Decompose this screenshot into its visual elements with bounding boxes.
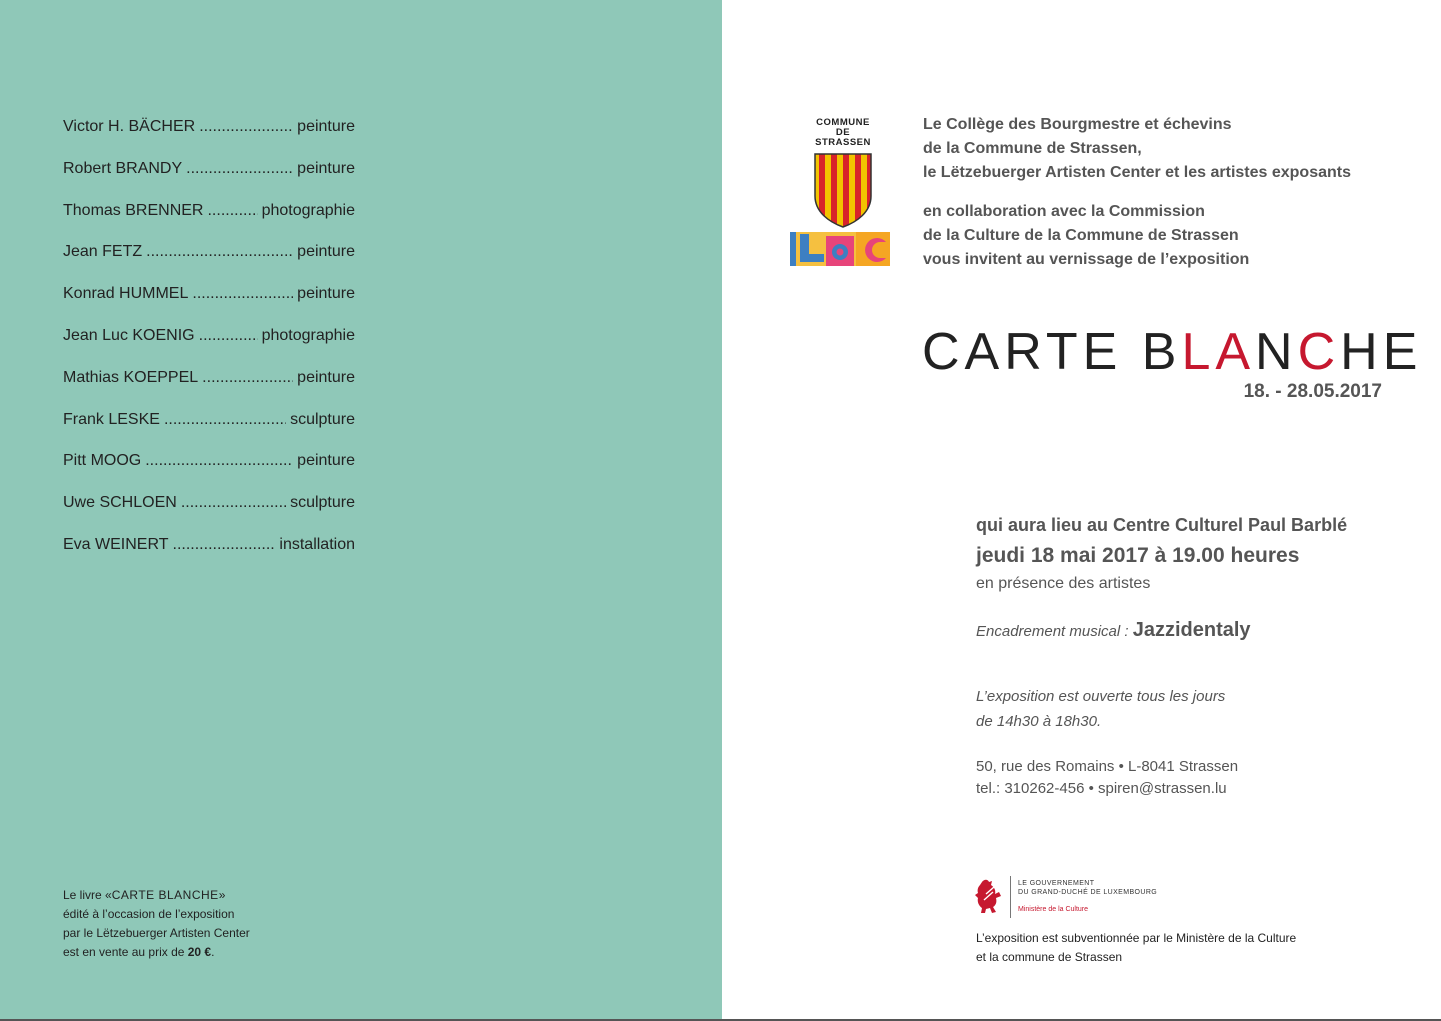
artist-medium: installation [279,535,355,553]
gov-ministry: Ministère de la Culture [1018,906,1089,913]
book-note-price-prefix: est en vente au prix de [63,945,188,959]
artist-medium: peinture [297,118,355,135]
dot-leader [146,243,293,261]
government-logo [974,876,1174,918]
intro-line: vous invitent au vernissage de l’exposition [923,251,1250,268]
exhibition-dates: 18. - 28.05.2017 [1243,381,1382,402]
intro-line: en collaboration avec la Commission [923,203,1205,220]
artist-row [63,536,355,578]
exhibition-title [922,322,1423,382]
dot-leader [181,494,286,512]
artist-name: Victor H. BÄCHER [63,118,196,135]
artist-row [63,202,355,244]
book-note-prefix: Le livre « [63,888,112,902]
artist-name: Robert BRANDY [63,159,183,177]
title-part: CARTE B [922,323,1182,381]
dot-leader [186,160,293,178]
dot-leader [173,536,276,554]
intro-line: de la Culture de la Commune de Strassen [923,227,1239,244]
artist-name: Thomas BRENNER [63,201,204,219]
strassen-coat-of-arms-icon [813,152,873,228]
title-part: N [1255,323,1298,381]
lac-logo-icon [790,232,890,266]
gov-line2: DU GRAND-DUCHÉ DE LUXEMBOURG [1018,889,1158,896]
music-line [976,617,1426,645]
dot-leader [202,369,293,387]
luxembourg-red-lion-icon [974,878,1004,916]
contact-line: tel.: 310262-456 • spiren@strassen.lu [976,780,1227,797]
music-band: Jazzidentaly [1132,619,1251,641]
invitation-intro [923,113,1403,272]
artist-name: Uwe SCHLOEN [63,494,177,512]
book-note-price-suffix: . [211,945,215,959]
book-note-line3: par le Lëtzebuerger Artisten Center [63,926,250,940]
intro-line: de la Commune de Strassen, [923,140,1142,157]
venue-line: qui aura lieu au Centre Culturel Paul Barblé [976,515,1348,535]
dot-leader [192,285,293,303]
artist-name: Jean Luc KOENIG [63,326,195,344]
artist-list [63,118,355,578]
dot-leader [199,118,293,136]
subsidy-line: L’exposition est subventionnée par le Ministère de la Culture [976,931,1297,945]
title-part: HE [1340,323,1423,381]
artist-row [63,452,355,494]
opening-date: jeudi 18 mai 2017 à 19.00 heures [976,544,1300,567]
dot-leader [199,327,258,345]
artist-name: Mathias KOEPPEL [63,368,199,386]
music-label: Encadrement musical : [976,623,1133,640]
artist-name: Pitt MOOG [63,452,142,470]
artist-row [63,369,355,411]
artist-medium: sculpture [290,410,355,428]
commune-label-line2: DE STRASSEN [815,127,871,148]
gov-divider [1010,876,1011,918]
artist-medium: peinture [297,285,355,303]
intro-line: Le Collège des Bourgmestre et échevins [923,116,1232,133]
hours-line: de 14h30 à 18h30. [976,713,1102,730]
book-title: CARTE BLANCHE [111,888,219,902]
dot-leader [145,452,293,470]
artist-name: Konrad HUMMEL [63,285,189,303]
artist-name: Eva WEINERT [63,535,169,553]
opening-hours [976,684,1426,734]
artist-name: Frank LESKE [63,410,160,428]
artist-medium: sculpture [290,494,355,512]
gov-line1: LE GOUVERNEMENT [1018,880,1095,887]
event-details [976,513,1426,800]
artist-name: Jean FETZ [63,243,143,261]
artist-medium: peinture [297,452,355,470]
book-price: 20 € [187,945,212,959]
book-note [63,886,363,962]
title-accent: LA [1181,323,1256,381]
artist-row [63,411,355,453]
artist-medium: peinture [297,159,355,177]
book-note-suffix: » [218,888,226,902]
title-accent: C [1297,323,1341,381]
book-note-line1 [63,886,363,905]
commune-label-line1: COMMUNE [816,117,870,128]
commune-logo [808,118,878,228]
address-block [976,756,1426,800]
dot-leader [207,202,257,220]
artist-row [63,160,355,202]
subsidy-note [976,929,1376,967]
address-line: 50, rue des Romains • L-8041 Strassen [976,758,1239,775]
artist-row [63,118,355,160]
book-note-line4 [63,943,363,962]
artist-row [63,285,355,327]
artist-medium: peinture [297,368,355,386]
artist-row [63,494,355,536]
subsidy-line: et la commune de Strassen [976,950,1123,964]
dot-leader [164,411,286,429]
book-note-line2: édité à l’occasion de l’exposition [63,907,235,921]
artist-medium: photographie [261,201,355,219]
hours-line: L’exposition est ouverte tous les jours [976,688,1226,705]
intro-line: le Lëtzebuerger Artisten Center et les artistes exposants [923,164,1351,181]
artist-row [63,243,355,285]
artist-medium: peinture [297,243,355,261]
presence-line: en présence des artistes [976,575,1151,592]
artist-medium: photographie [261,326,355,344]
artist-row [63,327,355,369]
